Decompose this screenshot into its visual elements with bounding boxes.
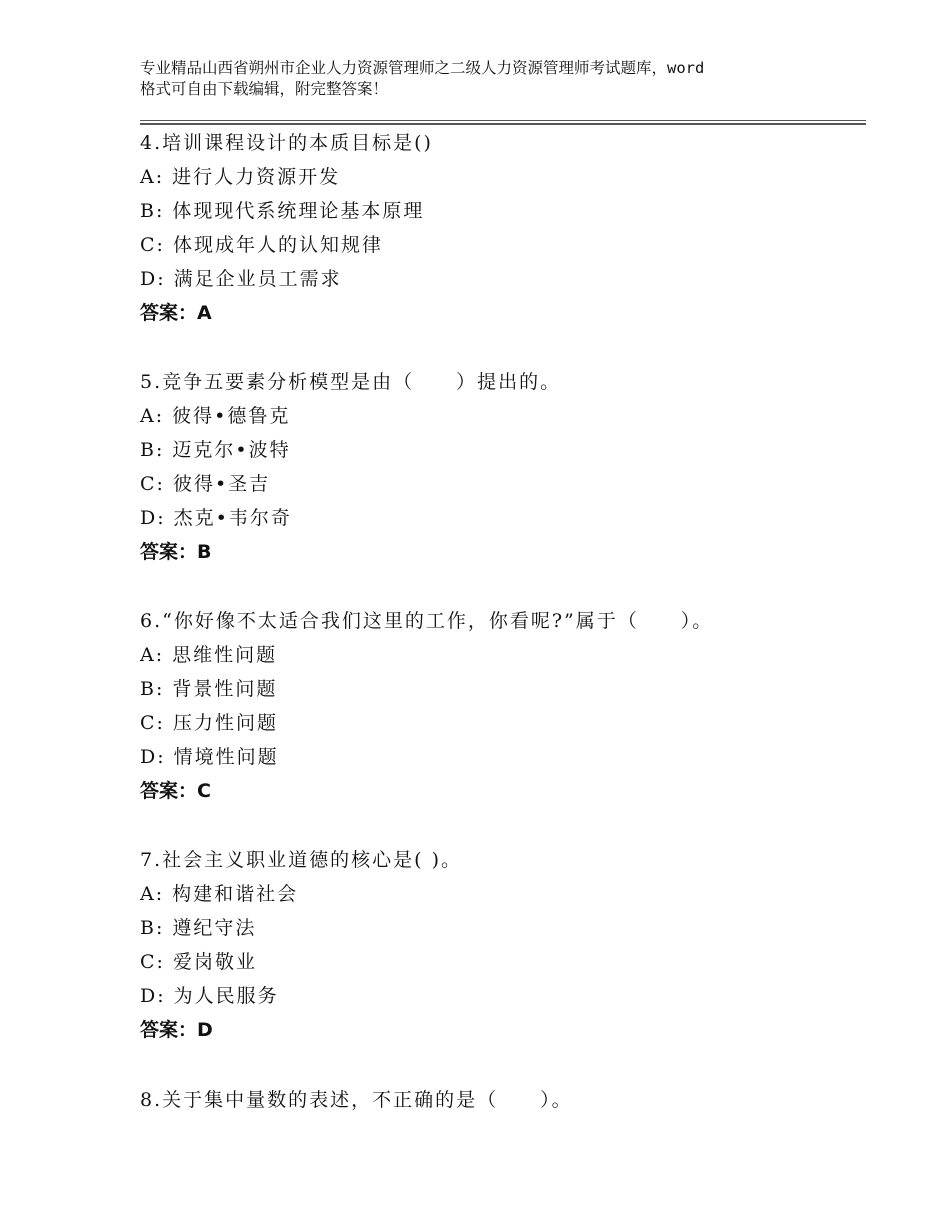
- header-divider-thin: [140, 120, 866, 121]
- header-line-2: 格式可自由下载编辑，附完整答案！: [140, 80, 389, 98]
- header-line-1: 专业精品山西省朔州市企业人力资源管理师之二级人力资源管理师考试题库，word: [140, 59, 705, 77]
- option-d: D: 情境性问题: [140, 746, 279, 768]
- header-divider-thick: [140, 123, 866, 125]
- question-5: [140, 365, 860, 569]
- option-c: C: 爱岗敬业: [140, 951, 257, 973]
- question-stem: 8.关于集中量数的表述，不正确的是（ ）。: [140, 1089, 573, 1111]
- option-a: A: 进行人力资源开发: [140, 166, 341, 188]
- option-b: B: 迈克尔•波特: [140, 439, 291, 461]
- option-b: B: 遵纪守法: [140, 917, 257, 939]
- option-d: D: 杰克•韦尔奇: [140, 507, 292, 529]
- option-a: A: 思维性问题: [140, 644, 278, 666]
- question-4: [140, 126, 860, 330]
- question-8: [140, 1083, 860, 1117]
- answer-label: 答案：B: [140, 541, 212, 563]
- question-stem: 4.培训课程设计的本质目标是(): [140, 132, 433, 154]
- question-stem: 7.社会主义职业道德的核心是( )。: [140, 849, 462, 871]
- option-d: D: 为人民服务: [140, 985, 279, 1007]
- option-b: B: 背景性问题: [140, 678, 278, 700]
- document-header: [140, 58, 840, 100]
- answer-label: 答案：A: [140, 302, 212, 324]
- answer-label: 答案：C: [140, 780, 211, 802]
- option-a: A: 构建和谐社会: [140, 883, 299, 905]
- question-stem: 5.竞争五要素分析模型是由（ ）提出的。: [140, 371, 562, 393]
- question-6: [140, 604, 860, 808]
- option-a: A: 彼得•德鲁克: [140, 405, 291, 427]
- option-c: C: 体现成年人的认知规律: [140, 234, 383, 256]
- option-d: D: 满足企业员工需求: [140, 268, 342, 290]
- option-c: C: 彼得•圣吉: [140, 473, 271, 495]
- question-stem: 6.“你好像不太适合我们这里的工作，你看呢?”属于（ ）。: [140, 610, 714, 632]
- option-c: C: 压力性问题: [140, 712, 278, 734]
- answer-label: 答案：D: [140, 1019, 213, 1041]
- option-b: B: 体现现代系统理论基本原理: [140, 200, 425, 222]
- question-7: [140, 843, 860, 1047]
